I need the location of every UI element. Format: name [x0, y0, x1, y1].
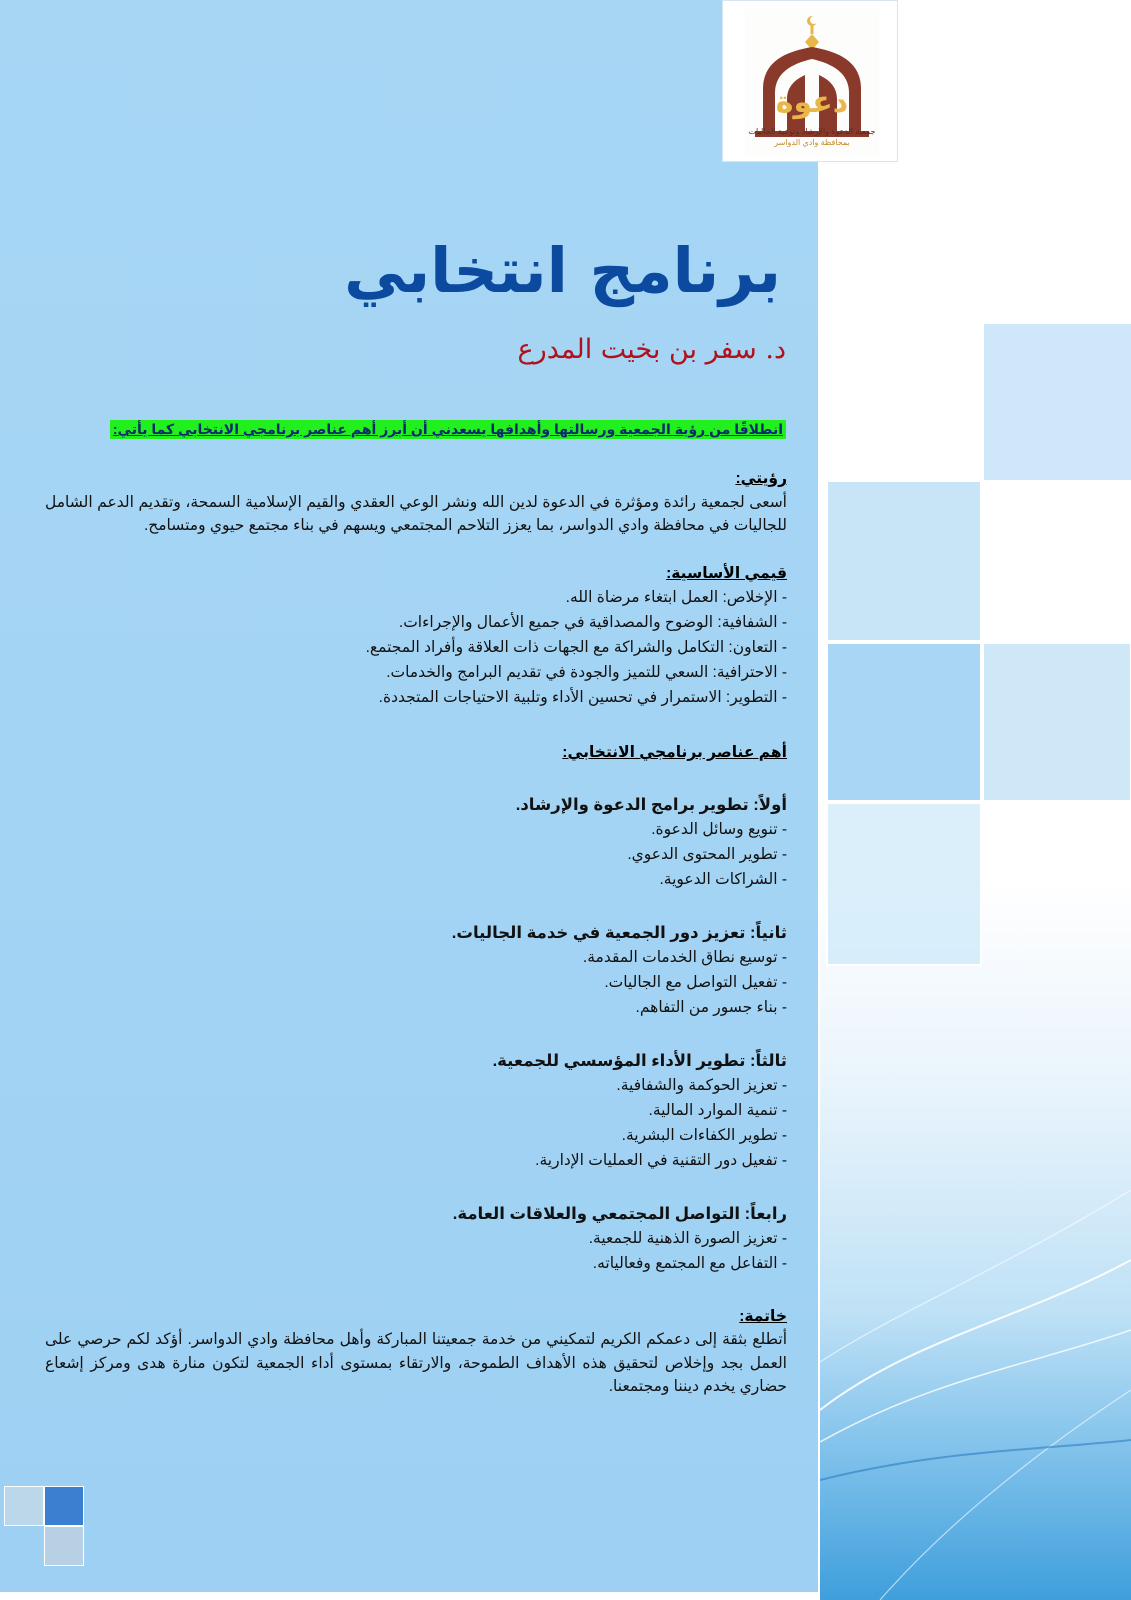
- decorative-tile: [4, 1486, 44, 1526]
- list-item: - تطوير المحتوى الدعوي.: [627, 845, 787, 863]
- program-section-list: [45, 1073, 787, 1173]
- page-title: برنامج انتخابي: [344, 234, 781, 307]
- program-section-title: ثانياً: تعزيز دور الجمعية في خدمة الجاليات.: [451, 923, 787, 942]
- document-body: [45, 467, 787, 1399]
- intro-highlight: انطلاقًا من رؤية الجمعية ورسالتها وأهدافها يسعدني أن أبرز أهم عناصر برنامجي الانتخابي كما يأتي:: [110, 420, 786, 439]
- vision-text: أسعى لجمعية رائدة ومؤثرة في الدعوة لدين الله ونشر الوعي العقدي والقيم الإسلامية السمحة، وتقديم الدعم الشامل للجاليات في محافظة وادي الدواسر، بما يعزز التلاحم المجتمعي ويسهم في بناء مجتمع حيوي ومتسامح.: [45, 493, 787, 534]
- decorative-tile: [982, 322, 1131, 480]
- program-section-list: [45, 945, 787, 1020]
- conclusion-text: أتطلع بثقة إلى دعمكم الكريم لتمكيني من خدمة جمعيتنا المباركة وأهل محافظة وادي الدواسر. أؤكد لكم حرصي على العمل بجد وإخلاص لتحقيق هذه الأهداف الطموحة، والارتقاء بمستوى أداء الجمعية لتكون منارة هدى ومركز إشعاع حضاري يخدم ديننا ومجتمعنا.: [45, 1331, 787, 1395]
- decorative-swoosh: [820, 1150, 1131, 1600]
- list-item: - التطوير: الاستمرار في تحسين الأداء وتلبية الاحتياجات المتجددة.: [378, 689, 787, 706]
- values-list: [45, 585, 787, 710]
- list-item: - تطوير الكفاءات البشرية.: [621, 1126, 787, 1144]
- decorative-tile: [44, 1526, 84, 1566]
- list-item: - تعزيز الحوكمة والشفافية.: [616, 1076, 787, 1094]
- logo-subtext-2: بمحافظة وادي الدواسر: [774, 138, 850, 147]
- decorative-tile: [44, 1486, 84, 1526]
- decorative-tile: [826, 642, 982, 802]
- values-heading: قيمي الأساسية:: [666, 564, 787, 582]
- decorative-tile: [826, 802, 982, 966]
- logo-subtext-1: جمعية الدعوة والإرشاد وتوعية الجاليات: [748, 127, 876, 136]
- list-item: - بناء جسور من التفاهم.: [635, 998, 787, 1016]
- author-name: د. سفر بن بخيت المدرع: [517, 334, 786, 365]
- list-item: - تعزيز الصورة الذهنية للجمعية.: [588, 1229, 787, 1247]
- list-item: - التفاعل مع المجتمع وفعالياته.: [592, 1254, 787, 1272]
- list-item: - تفعيل دور التقنية في العمليات الإدارية.: [535, 1151, 787, 1169]
- list-item: - الاحترافية: السعي للتميز والجودة في تقديم البرامج والخدمات.: [386, 664, 787, 681]
- list-item: - الشفافية: الوضوح والمصداقية في جميع الأعمال والإجراءات.: [398, 614, 787, 631]
- list-item: - الإخلاص: العمل ابتغاء مرضاة الله.: [565, 589, 787, 606]
- list-item: - توسيع نطاق الخدمات المقدمة.: [582, 948, 787, 966]
- vision-heading: رؤيتي:: [735, 470, 787, 487]
- logo-container: [722, 0, 898, 162]
- list-item: - تفعيل التواصل مع الجاليات.: [604, 973, 787, 991]
- program-section-title: رابعاً: التواصل المجتمعي والعلاقات العامة.: [452, 1204, 787, 1223]
- decorative-tile: [982, 642, 1131, 802]
- logo-text: دعوة: [775, 85, 849, 120]
- decorative-tile: [826, 480, 982, 642]
- program-section-list: [45, 817, 787, 892]
- list-item: - تنويع وسائل الدعوة.: [651, 820, 787, 838]
- organization-logo: [745, 9, 879, 155]
- list-item: - الشراكات الدعوية.: [659, 870, 787, 888]
- program-section-title: أولاً: تطوير برامج الدعوة والإرشاد.: [515, 795, 787, 814]
- list-item: - التعاون: التكامل والشراكة مع الجهات ذات العلاقة وأفراد المجتمع.: [365, 639, 787, 656]
- program-section-list: [45, 1226, 787, 1276]
- list-item: - تنمية الموارد المالية.: [648, 1101, 787, 1119]
- program-section-title: ثالثاً: تطوير الأداء المؤسسي للجمعية.: [492, 1051, 787, 1070]
- program-heading: أهم عناصر برنامجي الانتخابي:: [562, 744, 787, 761]
- conclusion-heading: خاتمة:: [739, 1307, 787, 1325]
